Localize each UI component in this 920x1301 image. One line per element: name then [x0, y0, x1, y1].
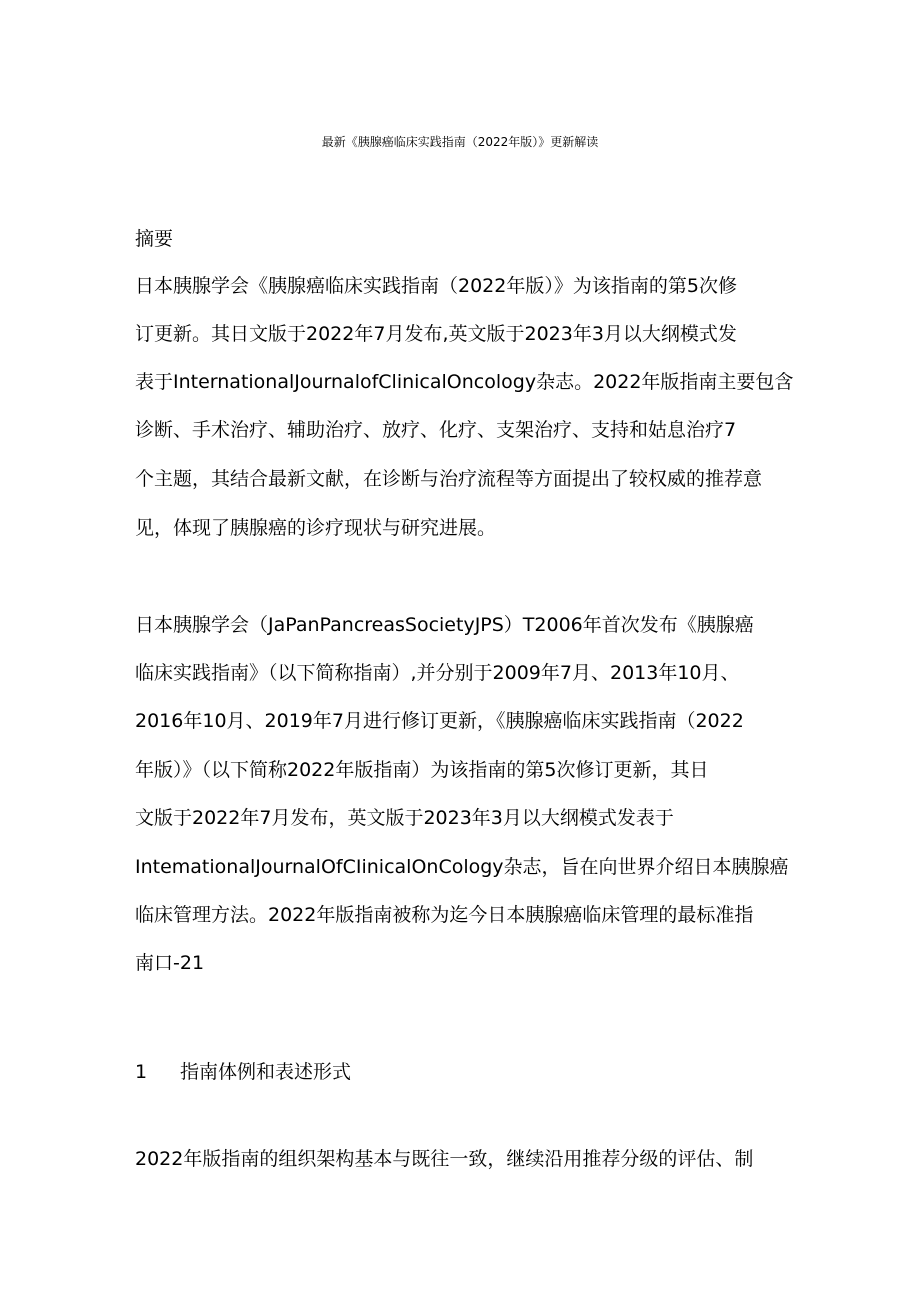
abstract-line: 日本胰腺学会《胰腺癌临床实践指南（2022年版）》为该指南的第5次修 — [135, 275, 737, 297]
body-line: IntemationalJournalOfCIinicalOnCology杂志，旨在向世界介绍日本胰腺癌 — [135, 856, 789, 878]
document-title: 最新《胰腺癌临床实践指南（2022年版）》更新解读 — [321, 135, 599, 149]
abstract-line: 诊断、手术治疗、辅助治疗、放疗、化疗、支架治疗、支持和姑息治疗7 — [135, 419, 737, 441]
body-line: 年版）》（以下简称2022年版指南）为该指南的第5次修订更新，其日 — [135, 759, 709, 781]
body-line: 临床管理方法。2022年版指南被称为迄今日本胰腺癌临床管理的最标准指 — [135, 904, 754, 926]
body-line: 南口-21 — [135, 952, 205, 974]
body-line: 文版于2022年7月发布，英文版于2023年3月以大纲模式发表于 — [135, 807, 674, 829]
section-number: 1 — [135, 1061, 148, 1083]
section-line: 2022年版指南的组织架构基本与既往一致，继续沿用推荐分级的评估、制 — [135, 1148, 754, 1170]
abstract-heading: 摘要 — [135, 228, 174, 250]
abstract-line: 个主题，其结合最新文献，在诊断与治疗流程等方面提出了较权威的推荐意 — [135, 468, 763, 490]
abstract-line: 见，体现了胰腺癌的诊疗现状与研究进展。 — [135, 517, 497, 539]
abstract-line: 订更新。其日文版于2022年7月发布,英文版于2023年3月以大纲模式发 — [135, 323, 737, 345]
body-line: 临床实践指南》（以下简称指南）,并分别于2009年7月、2013年10月、 — [135, 662, 740, 684]
section-title: 指南体例和表述形式 — [180, 1061, 352, 1083]
body-line: 2016年10月、2019年7月进行修订更新，《胰腺癌临床实践指南（2022 — [135, 710, 744, 732]
body-line: 日本胰腺学会（JaPanPancreasSocietyJPS）T2006年首次发布《胰腺癌 — [135, 614, 754, 636]
abstract-line: 表于InternationalJournalofClinicalOncology杂志。2022年版指南主要包含 — [135, 371, 794, 393]
